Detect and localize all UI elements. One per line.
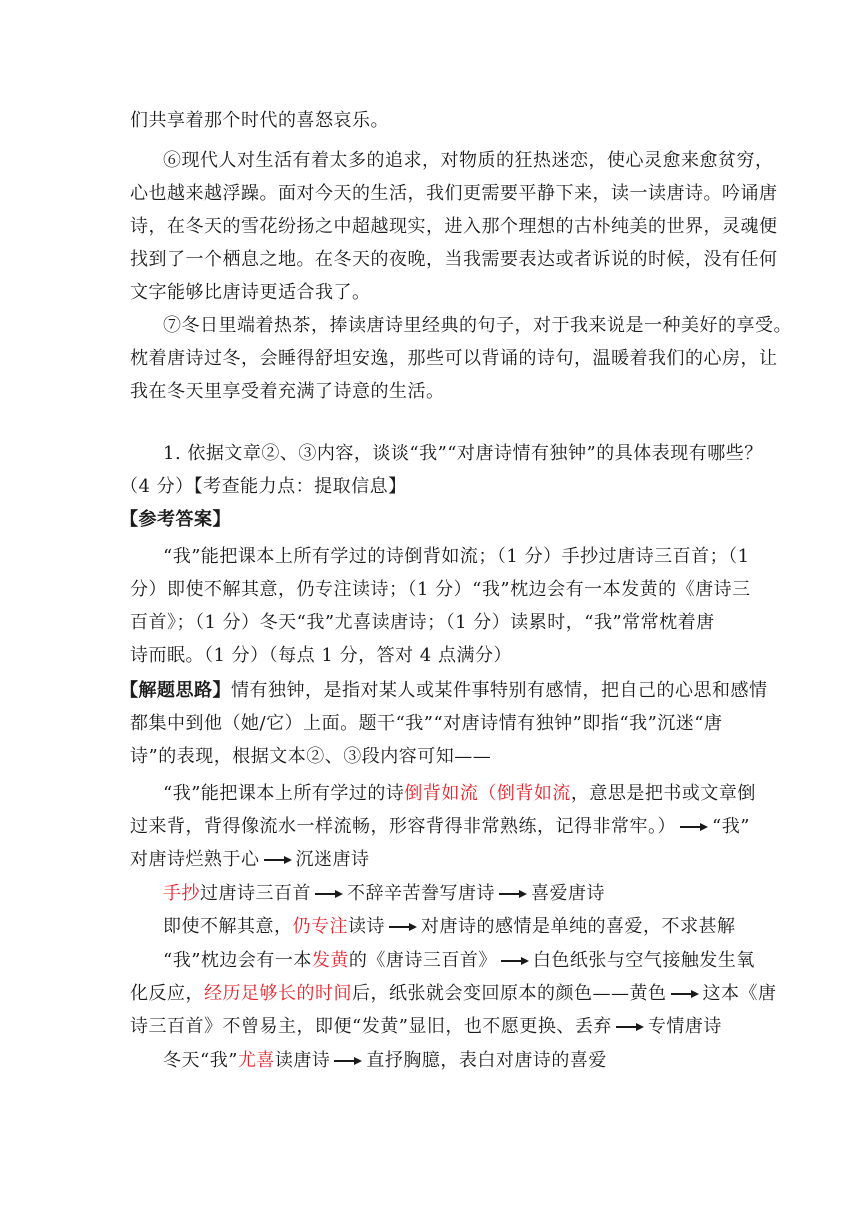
reasoning-line (130, 983, 777, 1005)
answer-line: 百首》；（1 分）冬天“我”尤喜读唐诗；（1 分）读累时，“我”常常枕着唐 (130, 612, 715, 633)
text-span: 过唐诗三百首 (200, 883, 311, 904)
arrow-right-icon (501, 956, 529, 966)
arrow-right-icon (680, 822, 708, 832)
analysis-line: 都集中到他（她/它）上面。题干“我”“对唐诗情有独钟”即指“我”沉迷“唐 (130, 713, 723, 734)
arrow-right-icon (499, 889, 527, 899)
highlight-span: 倒背如流 (404, 783, 479, 804)
reasoning-line (130, 816, 750, 838)
text-span: 读唐诗 (274, 1050, 331, 1071)
reasoning-line (163, 916, 736, 938)
reasoning-line (163, 883, 605, 905)
text-span: ，意思是把书或文章倒 (570, 783, 756, 804)
arrow-right-icon (334, 1056, 362, 1066)
text-span: 诗三百首》不曾易主，即便“发黄”显旧，也不愿更换、丢弃 (130, 1016, 612, 1037)
reasoning-line (163, 1050, 607, 1072)
text-span: 的《唐诗三百首》 (348, 950, 497, 971)
text-span: 不辞辛苦誊写唐诗 (347, 883, 495, 904)
analysis-text: 情有独钟，是指对某人或某件事特别有感情，把自己的心思和感情 (231, 680, 768, 701)
arrow-right-icon (315, 889, 343, 899)
highlight-span: 发黄 (311, 950, 349, 971)
text-span: “我” (712, 816, 750, 837)
text-span: 对唐诗的感情是单纯的喜爱，不求甚解 (421, 916, 736, 937)
text-span: 化反应， (130, 983, 204, 1004)
essay-line: 找到了一个栖息之地。在冬天的夜晚，当我需要表达或者诉说的时候，没有任何 (130, 249, 778, 270)
answer-header: 【参考答案】 (120, 509, 231, 530)
arrow-right-icon (671, 989, 699, 999)
text-span: “我”能把课本上所有学过的诗 (163, 783, 405, 804)
arrow-right-icon (264, 855, 292, 865)
essay-line: 诗，在冬天的雪花纷扬之中超越现实，进入那个理想的古朴纯美的世界，灵魂便 (130, 216, 778, 237)
highlight-span: 手抄 (163, 883, 200, 904)
text-span: 沉迷唐诗 (295, 849, 370, 870)
answer-line: 诗而眠。（1 分）（每点 1 分，答对 4 点满分） (130, 645, 512, 666)
question-score: （4 分）【考查能力点：提取信息】 (120, 476, 407, 497)
reasoning-line (163, 950, 755, 972)
text-span: 读诗 (348, 916, 385, 937)
text-span: 这本《唐 (702, 983, 777, 1004)
analysis-line: 诗”的表现，根据文本②、③段内容可知—— (130, 746, 492, 767)
analysis-line (120, 680, 768, 702)
essay-line: 们共享着那个时代的喜怒哀乐。 (130, 110, 389, 131)
essay-paragraph-6: ⑥现代人对生活有着太多的追求，对物质的狂热迷恋，使心灵愈来愈贫穷， (163, 150, 774, 171)
text-span: 过来背，背得像流水一样流畅，形容背得非常熟练，记得非常牢。） (130, 816, 676, 837)
text-span: 对唐诗烂熟于心 (130, 849, 260, 870)
highlight-span: 经历足够长的时间 (204, 983, 352, 1004)
reasoning-line (130, 849, 370, 871)
highlight-span: （ (478, 783, 497, 804)
text-span: 专情唐诗 (647, 1016, 722, 1037)
highlight-span: 仍专注 (292, 916, 348, 937)
arrow-right-icon (389, 922, 417, 932)
text-span: 即使不解其意， (163, 916, 293, 937)
arrow-right-icon (616, 1022, 644, 1032)
text-span: 后，纸张就会变回原本的颜色——黄色 (352, 983, 667, 1004)
essay-line: 文字能够比唐诗更适合我了。 (130, 282, 371, 303)
essay-line: 心也越来越浮躁。面对今天的生活，我们更需要平静下来，读一读唐诗。吟诵唐 (130, 183, 778, 204)
text-span: 白色纸张与空气接触发生氧 (532, 950, 755, 971)
reasoning-line (130, 1016, 722, 1038)
highlight-span: 尤喜 (237, 1050, 275, 1071)
analysis-header: 【解题思路】 (120, 680, 231, 701)
text-span: 直抒胸臆，表白对唐诗的喜爱 (366, 1050, 607, 1071)
text-span: “我”枕边会有一本 (163, 950, 312, 971)
answer-line: “我”能把课本上所有学过的诗倒背如流；（1 分）手抄过唐诗三百首；（1 (163, 546, 750, 567)
essay-line: 我在冬天里享受着充满了诗意的生活。 (130, 381, 445, 402)
text-span: 冬天“我” (163, 1050, 238, 1071)
essay-paragraph-7: ⑦冬日里端着热茶，捧读唐诗里经典的句子，对于我来说是一种美好的享受。 (163, 315, 792, 336)
reasoning-line (163, 783, 756, 805)
question-text: 1. 依据文章②、③内容，谈谈“我”“对唐诗情有独钟”的具体表现有哪些？ (163, 443, 763, 464)
essay-line: 枕着唐诗过冬，会睡得舒坦安逸，那些可以背诵的诗句，温暖着我们的心房，让 (130, 348, 778, 369)
text-span: 喜爱唐诗 (531, 883, 605, 904)
highlight-span: 倒背如流 (496, 783, 571, 804)
answer-line: 分）即使不解其意，仍专注读诗；（1 分）“我”枕边会有一本发黄的《唐诗三 (130, 579, 751, 600)
